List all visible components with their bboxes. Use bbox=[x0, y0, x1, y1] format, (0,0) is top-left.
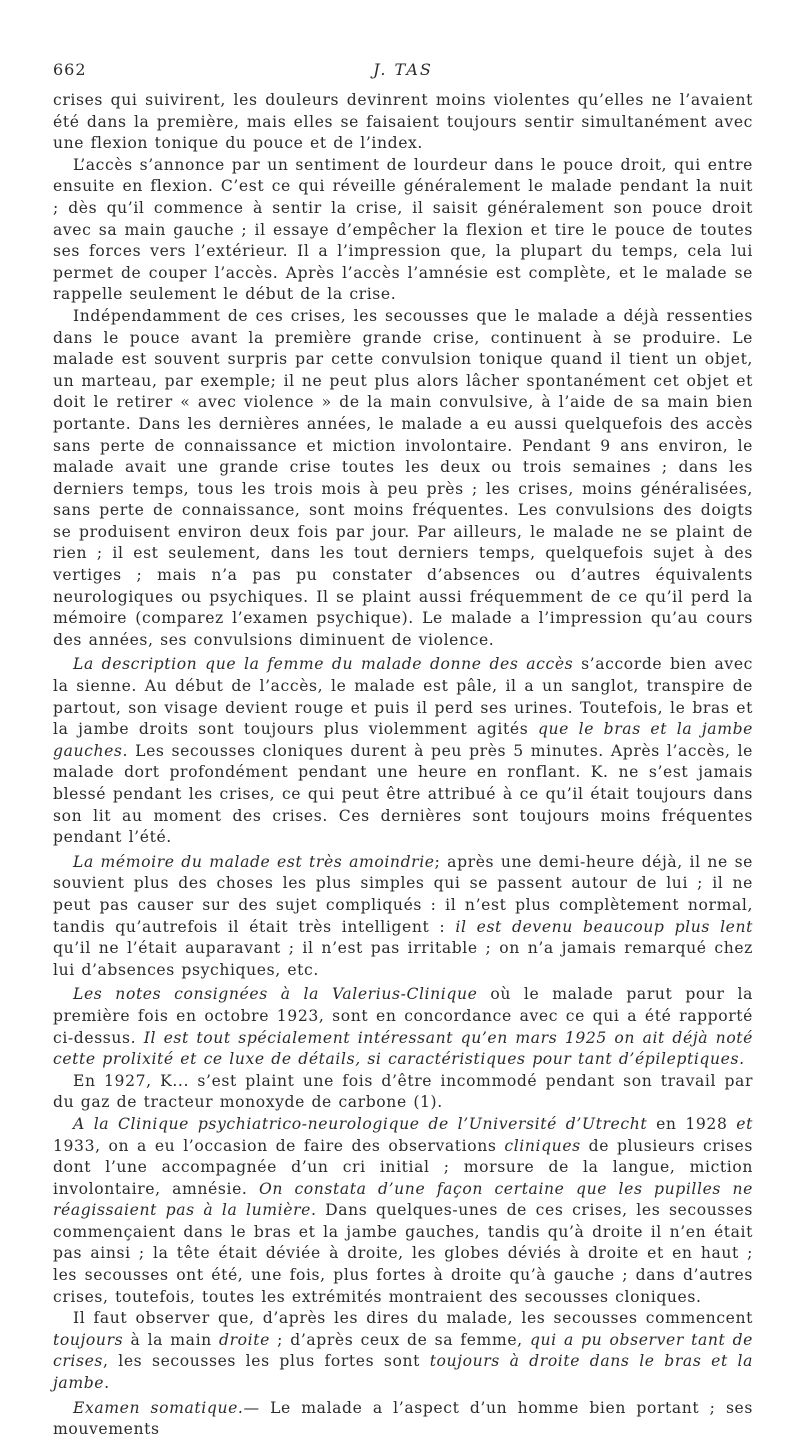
italic-text-run: Examen somatique. bbox=[73, 1398, 244, 1417]
text-run: qu’il ne l’était auparavant ; il n’est pas irritable ; on n’a jamais remarqué chez lui d’absences psychiques, etc. bbox=[53, 939, 753, 979]
text-run: 1933, on a eu l’occasion de faire des observations bbox=[53, 1136, 505, 1155]
text-run: à la main bbox=[123, 1330, 220, 1349]
text-run: . Les secousses cloniques durent à peu près 5 minutes. Après l’accès, le malade dort profondément pendant une heure en ronflant. K. ne s’est jamais blessé pendant les crises, ce qui peut être attribué à ce qu’il était toujours dans son lit au moment des crises. Ces dernières sont toujours moins fréquentes pendant l’été. bbox=[53, 741, 753, 847]
italic-text-run: On constata d’une façon certaine que les pupilles ne réagissaient pas à la lumière. bbox=[53, 1179, 753, 1220]
italic-text-run: A la Clinique psychiatrico-neurologique de l’Université d’Utrecht bbox=[73, 1114, 648, 1133]
text-run: Dans quelques-unes de ces crises, les secousses commençaient dans le bras et la jambe gauches, tandis qu’à droite il n’en était pas ainsi ; la tête était déviée à droite, les globes déviés à droite et en haut ; les secousses ont été, une fois, plus fortes à droite qu’à gauche ; dans d’autres crises, toutefois, toutes les extrémités montraient des secousses cloniques. bbox=[53, 1201, 753, 1306]
paragraph bbox=[53, 1308, 753, 1394]
text-run: crises qui suivirent, les douleurs devinrent moins violentes qu’elles ne l’avaient été dans la première, mais elles se faisaient toujours sentir simultanément avec une flexion tonique du pouce et de l’index. bbox=[53, 91, 753, 153]
running-head bbox=[53, 60, 753, 90]
paragraph bbox=[53, 852, 753, 982]
italic-text-run: droite bbox=[219, 1330, 270, 1349]
text-run: . bbox=[104, 1374, 110, 1393]
italic-text-run: et bbox=[736, 1114, 753, 1133]
paragraph bbox=[53, 306, 753, 652]
text-run: , les secousses les plus fortes sont bbox=[103, 1352, 430, 1371]
italic-text-run: il est devenu beaucoup plus lent bbox=[455, 917, 753, 936]
text-run: L’accès s’annonce par un sentiment de lourdeur dans le pouce droit, qui entre ensuite en flexion. C’est ce qui réveille généralement le malade pendant la nuit ; dès qu’il commence à sentir la crise, il saisit généralement son pouce droit avec sa main gauche ; il essaye d’empêcher la flexion et tire le pouce de toutes ses forces vers l’extérieur. Il a l’impression que, la plupart du temps, cela lui permet de couper l’accès. Après l’accès l’amnésie est complète, et le malade se rappelle seulement le début de la crise. bbox=[53, 155, 753, 304]
italic-text-run: toujours à droite dans le bras et la jambe bbox=[53, 1352, 753, 1393]
italic-text-run: qui a pu observer tant de crises bbox=[53, 1330, 754, 1371]
italic-text-run: toujours bbox=[53, 1330, 124, 1349]
paragraph bbox=[53, 90, 753, 155]
paragraph bbox=[53, 1071, 753, 1114]
italic-text-run: Les notes consignées à la Valerius-Clinique bbox=[73, 985, 478, 1004]
italic-text-run: La mémoire du malade est très amoindrie bbox=[73, 852, 435, 871]
paragraph bbox=[53, 1398, 753, 1441]
paragraph bbox=[53, 984, 753, 1070]
text-run: ; après une demi-heure déjà, il ne se souvient plus des choses les plus simples qui se passent autour de lui ; il ne peut pas causer sur des sujet compliqués : il n’est plus complètement normal, tandis qu’autrefois il était très intelligent : bbox=[53, 852, 753, 936]
body-text bbox=[53, 90, 753, 1441]
italic-text-run: cliniques bbox=[504, 1136, 581, 1155]
text-run: en 1928 bbox=[647, 1114, 737, 1133]
running-title-author: J. TAS bbox=[373, 60, 433, 79]
page-number: 662 bbox=[53, 60, 87, 79]
italic-text-run: La description que la femme du malade donne des accès bbox=[73, 655, 574, 674]
paragraph bbox=[53, 1114, 753, 1308]
text-run: de plusieurs crises dont l’une accompagnée d’un cri initial ; morsure de la langue, miction involontaire, amnésie. bbox=[53, 1136, 753, 1198]
paragraph bbox=[53, 654, 753, 848]
document-page bbox=[53, 60, 753, 1441]
text-run: ; d’après ceux de sa femme, bbox=[269, 1330, 530, 1349]
italic-text-run: que le bras et la jambe gauches bbox=[53, 720, 753, 760]
text-run: En 1927, K... s’est plaint une fois d’être incommodé pendant son travail par du gaz de tracteur monoxyde de carbone (1). bbox=[53, 1071, 753, 1112]
text-run: Il faut observer que, d’après les dires du malade, les secousses commencent bbox=[73, 1309, 753, 1328]
italic-text-run: Il est tout spécialement intéressant qu’en mars 1925 on ait déjà noté cette prolixité et ce luxe de détails, si caractéristiques pour tant d’épileptiques. bbox=[53, 1028, 753, 1069]
text-run: — Le malade a l’aspect d’un homme bien portant ; ses mouvements bbox=[53, 1398, 753, 1439]
text-run: s’accorde bien avec la sienne. Au début de l’accès, le malade est pâle, il a un sanglot, transpire de partout, son visage devient rouge et puis il perd ses urines. Toutefois, le bras et la jambe droits sont toujours plus violemment agités bbox=[53, 655, 753, 739]
text-run: Indépendamment de ces crises, les secousses que le malade a déjà ressenties dans le pouce avant la première grande crise, continuent à se produire. Le malade est souvent surpris par cette convulsion tonique quand il tient un objet, un marteau, par exemple; il ne peut plus alors lâcher spontanément cet objet et doit le retirer « avec violence » de la main convulsive, à l’aide de sa main bien portante. Dans les dernières années, le malade a eu aussi quelquefois des accès sans perte de connaissance et miction involontaire. Pendant 9 ans environ, le malade avait une grande crise toutes les deux ou trois semaines ; dans les derniers temps, tous les trois mois à peu près ; les crises, moins généralisées, sans perte de connaissance, sont moins fréquentes. Les convulsions des doigts se produisent environ deux fois par jour. Par ailleurs, le malade ne se plaint de rien ; il est seulement, dans les tout derniers temps, quelquefois sujet à des vertiges ; mais n’a pas pu constater d’absences ou d’autres équivalents neurologiques ou psychiques. Il se plaint aussi fréquemment de ce qu’il perd la mémoire (comparez l’examen psychique). Le malade a l’impression qu’au cours des années, ses convulsions diminuent de violence. bbox=[53, 306, 753, 649]
text-run: où le malade parut pour la première fois en octobre 1923, sont en concordance avec ce qui a été rapporté ci-dessus. bbox=[53, 985, 753, 1047]
paragraph bbox=[53, 155, 753, 306]
